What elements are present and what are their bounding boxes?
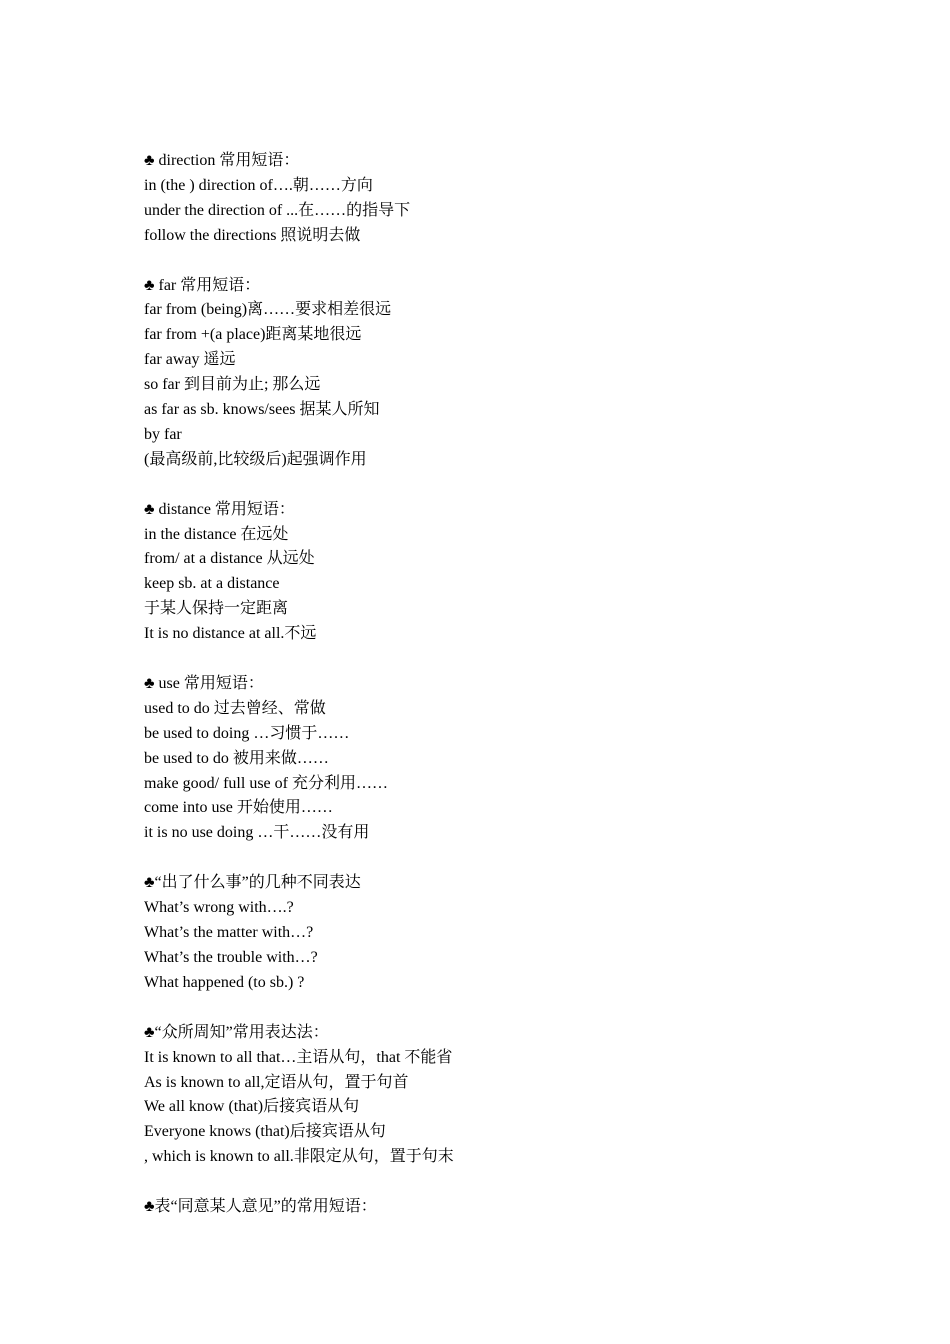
section-heading: ♣ use 常用短语： <box>144 675 264 693</box>
section-use <box>144 672 844 846</box>
section-heading: ♣ direction 常用短语： <box>144 152 300 169</box>
phrase-line: (最高级前,比较级后)起强调作用 <box>144 450 367 468</box>
phrase-line: in (the ) direction of….朝……方向 <box>144 176 373 194</box>
section-heading: ♣表“同意某人意见”的常用短语： <box>144 1198 377 1216</box>
phrase-line: As is known to all,定语从句，置于句首 <box>144 1073 409 1091</box>
document-page <box>144 149 844 1245</box>
section-distance <box>144 498 844 647</box>
phrase-line: We all know (that)后接宾语从句 <box>144 1098 360 1116</box>
phrase-line: It is no distance at all.不远 <box>144 625 317 643</box>
phrase-line: far from +(a place)距离某地很远 <box>144 326 362 344</box>
phrase-line: from/ at a distance 从远处 <box>144 550 315 568</box>
phrase-line: , which is known to all.非限定从句，置于句末 <box>144 1148 454 1166</box>
phrase-line: make good/ full use of 充分利用…… <box>144 774 388 792</box>
phrase-line: What’s the trouble with…? <box>144 948 318 966</box>
section-agree <box>144 1195 844 1220</box>
phrase-line: What’s wrong with….? <box>144 899 294 917</box>
phrase-line: What’s the matter with…? <box>144 924 314 942</box>
phrase-line: keep sb. at a distance <box>144 575 280 593</box>
phrase-line: used to do 过去曾经、常做 <box>144 699 326 717</box>
phrase-line: so far 到目前为止; 那么远 <box>144 376 321 394</box>
section-heading: ♣“众所周知”常用表达法： <box>144 1023 329 1041</box>
phrase-line: under the direction of ...在……的指导下 <box>144 201 411 219</box>
section-heading: ♣“出了什么事”的几种不同表达 <box>144 874 361 892</box>
phrase-line: by far <box>144 425 182 443</box>
phrase-line: 于某人保持一定距离 <box>144 600 289 618</box>
phrase-line: be used to doing …习惯于…… <box>144 724 350 742</box>
phrase-line: come into use 开始使用…… <box>144 799 333 817</box>
phrase-line: far away 遥远 <box>144 351 236 369</box>
phrase-line: as far as sb. knows/sees 据某人所知 <box>144 401 380 419</box>
section-known-to-all <box>144 1021 844 1170</box>
phrase-line: it is no use doing …干……没有用 <box>144 824 370 842</box>
section-heading: ♣ far 常用短语： <box>144 276 261 294</box>
section-direction <box>144 149 844 249</box>
section-what-happened <box>144 871 844 995</box>
phrase-line: far from (being)离……要求相差很远 <box>144 301 392 319</box>
phrase-line: be used to do 被用来做…… <box>144 749 329 767</box>
phrase-line: follow the directions 照说明去做 <box>144 226 361 244</box>
phrase-line: What happened (to sb.) ? <box>144 973 305 991</box>
phrase-line: in the distance 在远处 <box>144 525 289 543</box>
section-far <box>144 274 844 473</box>
phrase-line: It is known to all that…主语从句，that 不能省 <box>144 1048 453 1066</box>
section-heading: ♣ distance 常用短语： <box>144 500 295 518</box>
phrase-line: Everyone knows (that)后接宾语从句 <box>144 1123 386 1141</box>
